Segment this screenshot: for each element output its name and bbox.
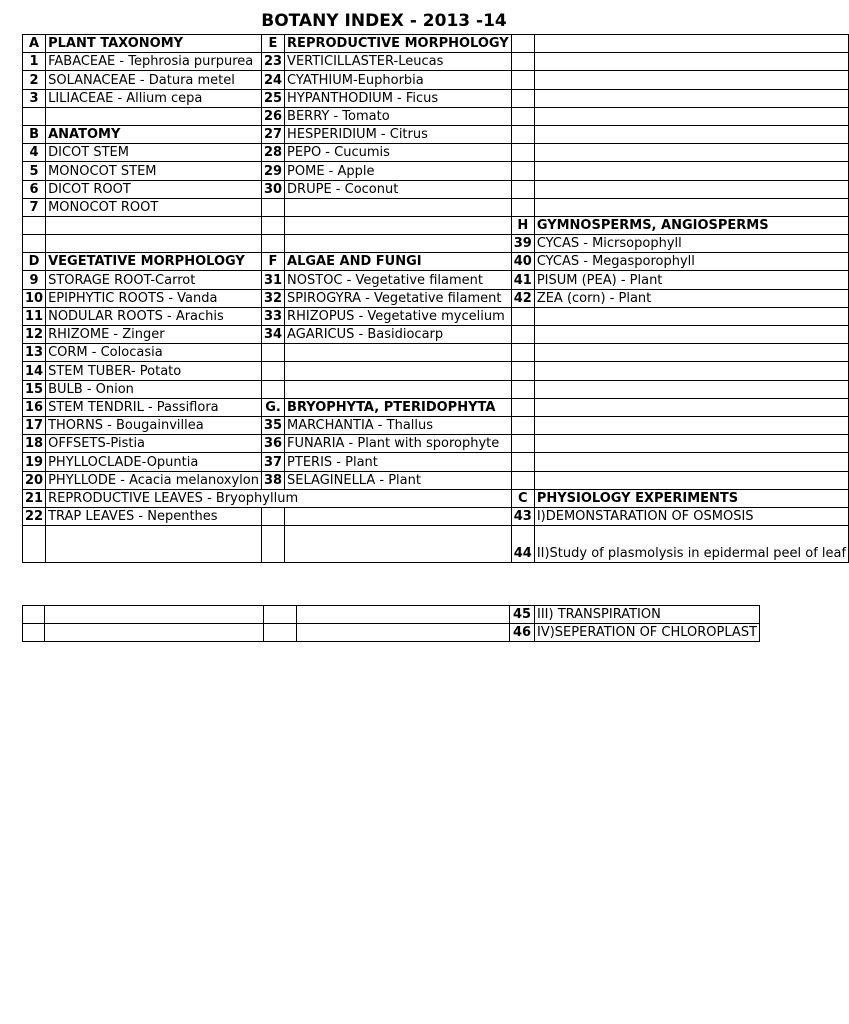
item-label: SOLANACEAE - Datura metel bbox=[46, 71, 262, 89]
item-number: 31 bbox=[261, 271, 284, 289]
item-label: LILIACEAE - Allium cepa bbox=[46, 89, 262, 107]
item-number: 12 bbox=[23, 326, 46, 344]
section-heading-physiology-experiments: PHYSIOLOGY EXPERIMENTS bbox=[534, 489, 848, 507]
section-letter-h: H bbox=[511, 216, 534, 234]
item-number: 29 bbox=[261, 162, 284, 180]
index-table-continued bbox=[22, 605, 760, 642]
item-label: BULB - Onion bbox=[46, 380, 262, 398]
item-label: CYCAS - Micrsopophyll bbox=[534, 235, 848, 253]
item-number: 43 bbox=[511, 507, 534, 525]
item-label: CORM - Colocasia bbox=[46, 344, 262, 362]
item-number: 5 bbox=[23, 162, 46, 180]
item-label: PTERIS - Plant bbox=[285, 453, 512, 471]
item-number: 28 bbox=[261, 144, 284, 162]
item-number: 42 bbox=[511, 289, 534, 307]
item-label: FUNARIA - Plant with sporophyte bbox=[285, 435, 512, 453]
item-number: 4 bbox=[23, 144, 46, 162]
item-label: IV)SEPERATION OF CHLOROPLAST bbox=[535, 624, 760, 642]
item-label: II)Study of plasmolysis in epidermal peel of leaf bbox=[534, 526, 848, 563]
table-row bbox=[23, 398, 849, 416]
item-label: ZEA (corn) - Plant bbox=[534, 289, 848, 307]
table-row bbox=[23, 606, 760, 624]
item-label: STEM TENDRIL - Passiflora bbox=[46, 398, 262, 416]
section-heading-anatomy: ANATOMY bbox=[46, 125, 262, 143]
section-letter-g: G. bbox=[261, 398, 284, 416]
item-number: 6 bbox=[23, 180, 46, 198]
table-row bbox=[23, 162, 849, 180]
item-label: AGARICUS - Basidiocarp bbox=[285, 326, 512, 344]
item-label: MONOCOT ROOT bbox=[46, 198, 262, 216]
item-number: 36 bbox=[261, 435, 284, 453]
item-label: PHYLLOCLADE-Opuntia bbox=[46, 453, 262, 471]
table-row bbox=[23, 89, 849, 107]
item-number: 1 bbox=[23, 53, 46, 71]
table-row bbox=[23, 526, 849, 563]
item-label: DRUPE - Coconut bbox=[285, 180, 512, 198]
item-number: 38 bbox=[261, 471, 284, 489]
item-label: CYATHIUM-Euphorbia bbox=[285, 71, 512, 89]
item-number: 17 bbox=[23, 416, 46, 434]
item-label: SELAGINELLA - Plant bbox=[285, 471, 512, 489]
item-number: 15 bbox=[23, 380, 46, 398]
table-row bbox=[23, 235, 849, 253]
item-label: HESPERIDIUM - Citrus bbox=[285, 125, 512, 143]
item-label: FABACEAE - Tephrosia purpurea bbox=[46, 53, 262, 71]
table-row bbox=[23, 624, 760, 642]
item-label: III) TRANSPIRATION bbox=[535, 606, 760, 624]
item-number: 24 bbox=[261, 71, 284, 89]
item-label: EPIPHYTIC ROOTS - Vanda bbox=[46, 289, 262, 307]
table-row bbox=[23, 35, 849, 53]
table-row bbox=[23, 344, 849, 362]
item-label: RHIZOPUS - Vegetative mycelium bbox=[285, 307, 512, 325]
item-label: POME - Apple bbox=[285, 162, 512, 180]
section-letter-f: F bbox=[261, 253, 284, 271]
index-table bbox=[22, 34, 849, 563]
item-label: BERRY - Tomato bbox=[285, 107, 512, 125]
item-label: NOSTOC - Vegetative filament bbox=[285, 271, 512, 289]
item-number: 34 bbox=[261, 326, 284, 344]
item-number: 7 bbox=[23, 198, 46, 216]
item-label: VERTICILLASTER-Leucas bbox=[285, 53, 512, 71]
section-letter-c: C bbox=[511, 489, 534, 507]
item-number: 3 bbox=[23, 89, 46, 107]
table-row bbox=[23, 216, 849, 234]
table-row bbox=[23, 144, 849, 162]
table-row bbox=[23, 53, 849, 71]
table-row bbox=[23, 107, 849, 125]
item-number: 30 bbox=[261, 180, 284, 198]
table-row bbox=[23, 289, 849, 307]
item-number: 39 bbox=[511, 235, 534, 253]
item-number: 2 bbox=[23, 71, 46, 89]
item-number: 37 bbox=[261, 453, 284, 471]
section-heading-reproductive-morphology: REPRODUCTIVE MORPHOLOGY bbox=[285, 35, 512, 53]
item-label: THORNS - Bougainvillea bbox=[46, 416, 262, 434]
section-heading-gymnosperms-angiosperms: GYMNOSPERMS, ANGIOSPERMS bbox=[534, 216, 848, 234]
item-number: 33 bbox=[261, 307, 284, 325]
item-number: 32 bbox=[261, 289, 284, 307]
item-label: I)DEMONSTARATION OF OSMOSIS bbox=[534, 507, 848, 525]
section-heading-plant-taxonomy: PLANT TAXONOMY bbox=[46, 35, 262, 53]
item-number: 46 bbox=[510, 624, 535, 642]
table-row bbox=[23, 198, 849, 216]
item-label: CYCAS - Megasporophyll bbox=[534, 253, 848, 271]
item-label: OFFSETS-Pistia bbox=[46, 435, 262, 453]
item-number: 25 bbox=[261, 89, 284, 107]
table-row bbox=[23, 471, 849, 489]
table-row bbox=[23, 507, 849, 525]
table-row bbox=[23, 180, 849, 198]
item-number: 45 bbox=[510, 606, 535, 624]
table-row bbox=[23, 253, 849, 271]
item-number: 11 bbox=[23, 307, 46, 325]
table-row bbox=[23, 71, 849, 89]
item-number: 26 bbox=[261, 107, 284, 125]
item-number: 44 bbox=[511, 526, 534, 563]
item-label: TRAP LEAVES - Nepenthes bbox=[46, 507, 262, 525]
item-number: 13 bbox=[23, 344, 46, 362]
table-row bbox=[23, 453, 849, 471]
table-row bbox=[23, 380, 849, 398]
item-label: NODULAR ROOTS - Arachis bbox=[46, 307, 262, 325]
item-number: 16 bbox=[23, 398, 46, 416]
item-number: 20 bbox=[23, 471, 46, 489]
table-row bbox=[23, 307, 849, 325]
page-title: BOTANY INDEX - 2013 -14 bbox=[261, 11, 507, 31]
item-label: PEPO - Cucumis bbox=[285, 144, 512, 162]
table-row bbox=[23, 362, 849, 380]
section-heading-algae-and-fungi: ALGAE AND FUNGI bbox=[285, 253, 512, 271]
item-label: REPRODUCTIVE LEAVES - Bryophyllum bbox=[46, 489, 512, 507]
item-number: 23 bbox=[261, 53, 284, 71]
item-number: 10 bbox=[23, 289, 46, 307]
item-label: DICOT ROOT bbox=[46, 180, 262, 198]
item-label: MARCHANTIA - Thallus bbox=[285, 416, 512, 434]
table-row bbox=[23, 416, 849, 434]
item-label: MONOCOT STEM bbox=[46, 162, 262, 180]
item-label: RHIZOME - Zinger bbox=[46, 326, 262, 344]
section-letter-d: D bbox=[23, 253, 46, 271]
item-number: 21 bbox=[23, 489, 46, 507]
section-letter-b: B bbox=[23, 125, 46, 143]
item-number: 19 bbox=[23, 453, 46, 471]
item-number: 27 bbox=[261, 125, 284, 143]
item-label: STORAGE ROOT-Carrot bbox=[46, 271, 262, 289]
item-number: 40 bbox=[511, 253, 534, 271]
table-row bbox=[23, 326, 849, 344]
section-letter-e: E bbox=[261, 35, 284, 53]
item-label: SPIROGYRA - Vegetative filament bbox=[285, 289, 512, 307]
section-heading-vegetative-morphology: VEGETATIVE MORPHOLOGY bbox=[46, 253, 262, 271]
table-row bbox=[23, 435, 849, 453]
item-label: STEM TUBER- Potato bbox=[46, 362, 262, 380]
item-label: PISUM (PEA) - Plant bbox=[534, 271, 848, 289]
item-number: 14 bbox=[23, 362, 46, 380]
section-letter-a: A bbox=[23, 35, 46, 53]
table-row bbox=[23, 271, 849, 289]
item-label: HYPANTHODIUM - Ficus bbox=[285, 89, 512, 107]
item-number: 9 bbox=[23, 271, 46, 289]
section-heading-bryophyta-pteridophyta: BRYOPHYTA, PTERIDOPHYTA bbox=[285, 398, 512, 416]
item-number: 18 bbox=[23, 435, 46, 453]
item-number: 35 bbox=[261, 416, 284, 434]
item-number: 22 bbox=[23, 507, 46, 525]
item-number: 41 bbox=[511, 271, 534, 289]
item-label: PHYLLODE - Acacia melanoxylon bbox=[46, 471, 262, 489]
table-row bbox=[23, 489, 849, 507]
item-label: DICOT STEM bbox=[46, 144, 262, 162]
table-row bbox=[23, 125, 849, 143]
